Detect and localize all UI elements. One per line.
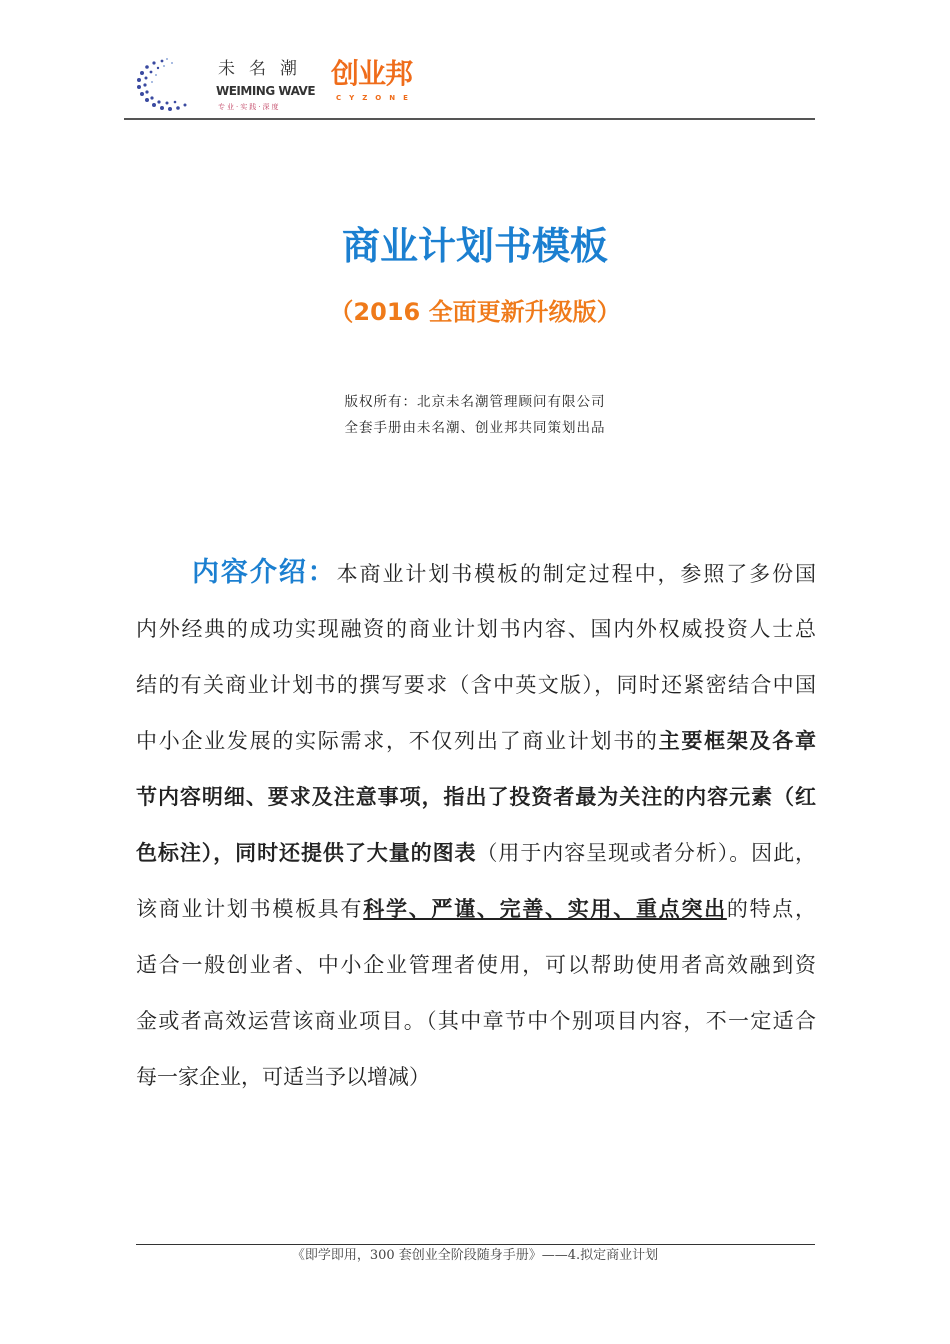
- producer-line: 全套手册由未名潮、创业邦共同策划出品: [344, 420, 606, 436]
- body-text: 适合一般创业者、中小企业管理者使用，可以帮助使用者高效融到资: [136, 953, 816, 977]
- paragraph-line: [136, 834, 816, 890]
- emphasized-text: 科学、严谨、完善、实用、重点突出: [363, 897, 727, 921]
- weiming-wave-logo-icon: [132, 55, 192, 113]
- document-title: 商业计划书模板: [341, 224, 608, 268]
- cyzone-logo-cn: 创业邦: [331, 57, 413, 90]
- paragraph-line: [136, 722, 816, 778]
- body-text: 内外经典的成功实现融资的商业计划书内容、国内外权威投资人士总: [136, 617, 816, 641]
- body-text: 每一家企业，可适当予以增减）: [136, 1065, 430, 1089]
- paragraph-line: [136, 666, 816, 722]
- paragraph-line: [136, 1002, 816, 1058]
- weiming-logo-en: WEIMING WAVE: [216, 84, 316, 98]
- weiming-tagline: 专业·实践·深度: [218, 103, 281, 111]
- emphasized-text: 主要框架及各章: [658, 729, 817, 753]
- body-text: 的特点，: [726, 897, 817, 921]
- copyright-line: 版权所有：北京未名潮管理顾问有限公司: [344, 394, 606, 410]
- weiming-logo-cn: 未名潮: [218, 59, 311, 79]
- paragraph-line: [136, 946, 816, 1002]
- page-footer: 《即学即用，300 套创业全阶段随身手册》——4.拟定商业计划: [291, 1248, 659, 1263]
- paragraph-line: [136, 778, 816, 834]
- emphasized-text: 色标注），同时还提供了大量的图表: [136, 841, 477, 865]
- body-text: （用于内容呈现或者分析）。因此，: [476, 841, 816, 865]
- body-text: 本商业计划书模板的制定过程中，参照了多份国: [336, 562, 817, 586]
- content-introduction: [136, 554, 816, 1114]
- header-divider: [124, 118, 815, 120]
- paragraph-line: [136, 1058, 816, 1114]
- body-text: 金或者高效运营该商业项目。（其中章节中个别项目内容，不一定适合: [136, 1009, 816, 1033]
- paragraph-line: [136, 610, 816, 666]
- emphasized-text: 节内容明细、要求及注意事项，指出了投资者最为关注的内容元素（红: [136, 785, 816, 809]
- body-text: 该商业计划书模板具有: [136, 897, 364, 921]
- document-subtitle: （2016 全面更新升级版）: [329, 298, 621, 326]
- section-heading: 内容介绍：: [192, 557, 337, 588]
- footer-divider: [136, 1244, 815, 1245]
- body-text: 结的有关商业计划书的撰写要求（含中英文版），同时还紧密结合中国: [136, 673, 816, 697]
- body-text: 中小企业发展的实际需求，不仅列出了商业计划书的: [136, 729, 659, 753]
- paragraph-line: [136, 890, 816, 946]
- paragraph-line: [136, 554, 816, 610]
- cyzone-logo-en: CYZONE: [336, 94, 416, 102]
